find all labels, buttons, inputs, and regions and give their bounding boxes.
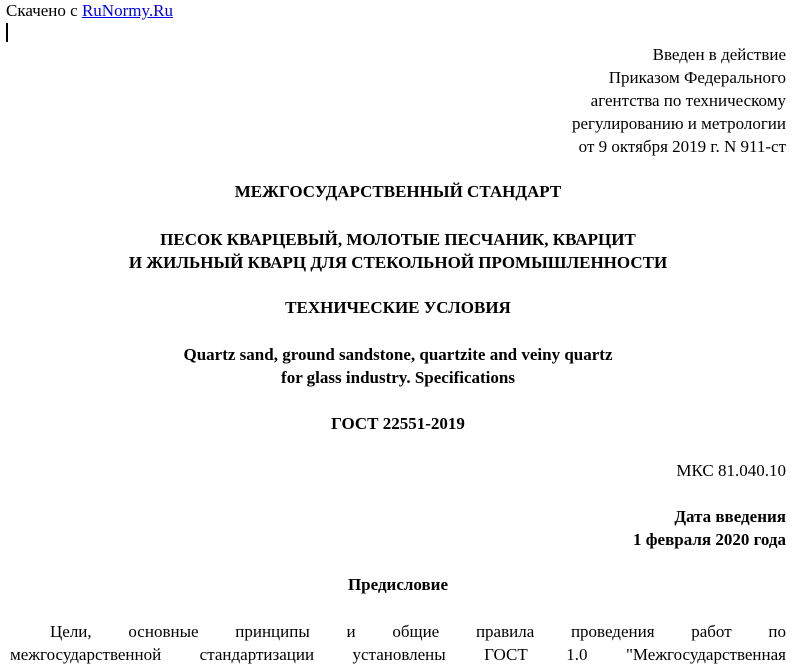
gost-number: ГОСТ 22551-2019 [331, 414, 465, 433]
paragraph-word: по [768, 622, 786, 641]
paragraph-line-2 [10, 643, 786, 666]
paragraph-word: "Межгосударственная [625, 645, 786, 664]
english-title [10, 343, 786, 389]
document-title [10, 228, 786, 274]
intro-date-block [10, 505, 786, 551]
enactment-line: Введен в действие [652, 45, 786, 64]
paragraph-word: правила [475, 622, 535, 641]
document-subtitle: ТЕХНИЧЕСКИЕ УСЛОВИЯ [285, 298, 511, 317]
paragraph-word: межгосударственной [10, 645, 162, 664]
text-cursor [6, 23, 8, 42]
paragraph-word: стандартизации [199, 645, 315, 664]
english-title-line: Quartz sand, ground sandstone, quartzite and veiny quartz [183, 345, 613, 364]
runormy-link[interactable]: RuNormy.Ru [81, 1, 173, 20]
download-source-note [6, 0, 173, 22]
paragraph-line-1 [50, 620, 786, 643]
paragraph-word: ГОСТ [484, 645, 528, 664]
enactment-line: от 9 октября 2019 г. N 911-ст [578, 137, 786, 156]
paragraph-word: принципы [235, 622, 310, 641]
paragraph-word: основные [128, 622, 199, 641]
paragraph-word: Цели, [50, 622, 92, 641]
paragraph-word: и [346, 622, 356, 641]
enactment-line: агентства по техническому [590, 91, 786, 110]
intro-date-value: 1 февраля 2020 года [633, 530, 786, 549]
standard-type-heading: МЕЖГОСУДАРСТВЕННЫЙ СТАНДАРТ [234, 182, 562, 201]
intro-date-label: Дата введения [674, 507, 786, 526]
enactment-block [10, 43, 786, 158]
paragraph-word: 1.0 [566, 645, 588, 664]
title-line: И ЖИЛЬНЫЙ КВАРЦ ДЛЯ СТЕКОЛЬНОЙ ПРОМЫШЛЕННОСТИ [128, 253, 668, 272]
foreword-heading: Предисловие [347, 575, 449, 594]
paragraph-word: работ [691, 622, 732, 641]
download-source-prefix: Скачено с [6, 1, 82, 20]
mks-code: МКС 81.040.10 [676, 461, 786, 480]
paragraph-word: общие [392, 622, 440, 641]
title-line: ПЕСОК КВАРЦЕВЫЙ, МОЛОТЫЕ ПЕСЧАНИК, КВАРЦИТ [160, 230, 636, 249]
english-title-line: for glass industry. Specifications [281, 368, 515, 387]
enactment-line: регулированию и метрологии [571, 114, 786, 133]
enactment-line: Приказом Федерального [608, 68, 786, 87]
paragraph-word: проведения [570, 622, 655, 641]
paragraph-word: установлены [352, 645, 446, 664]
